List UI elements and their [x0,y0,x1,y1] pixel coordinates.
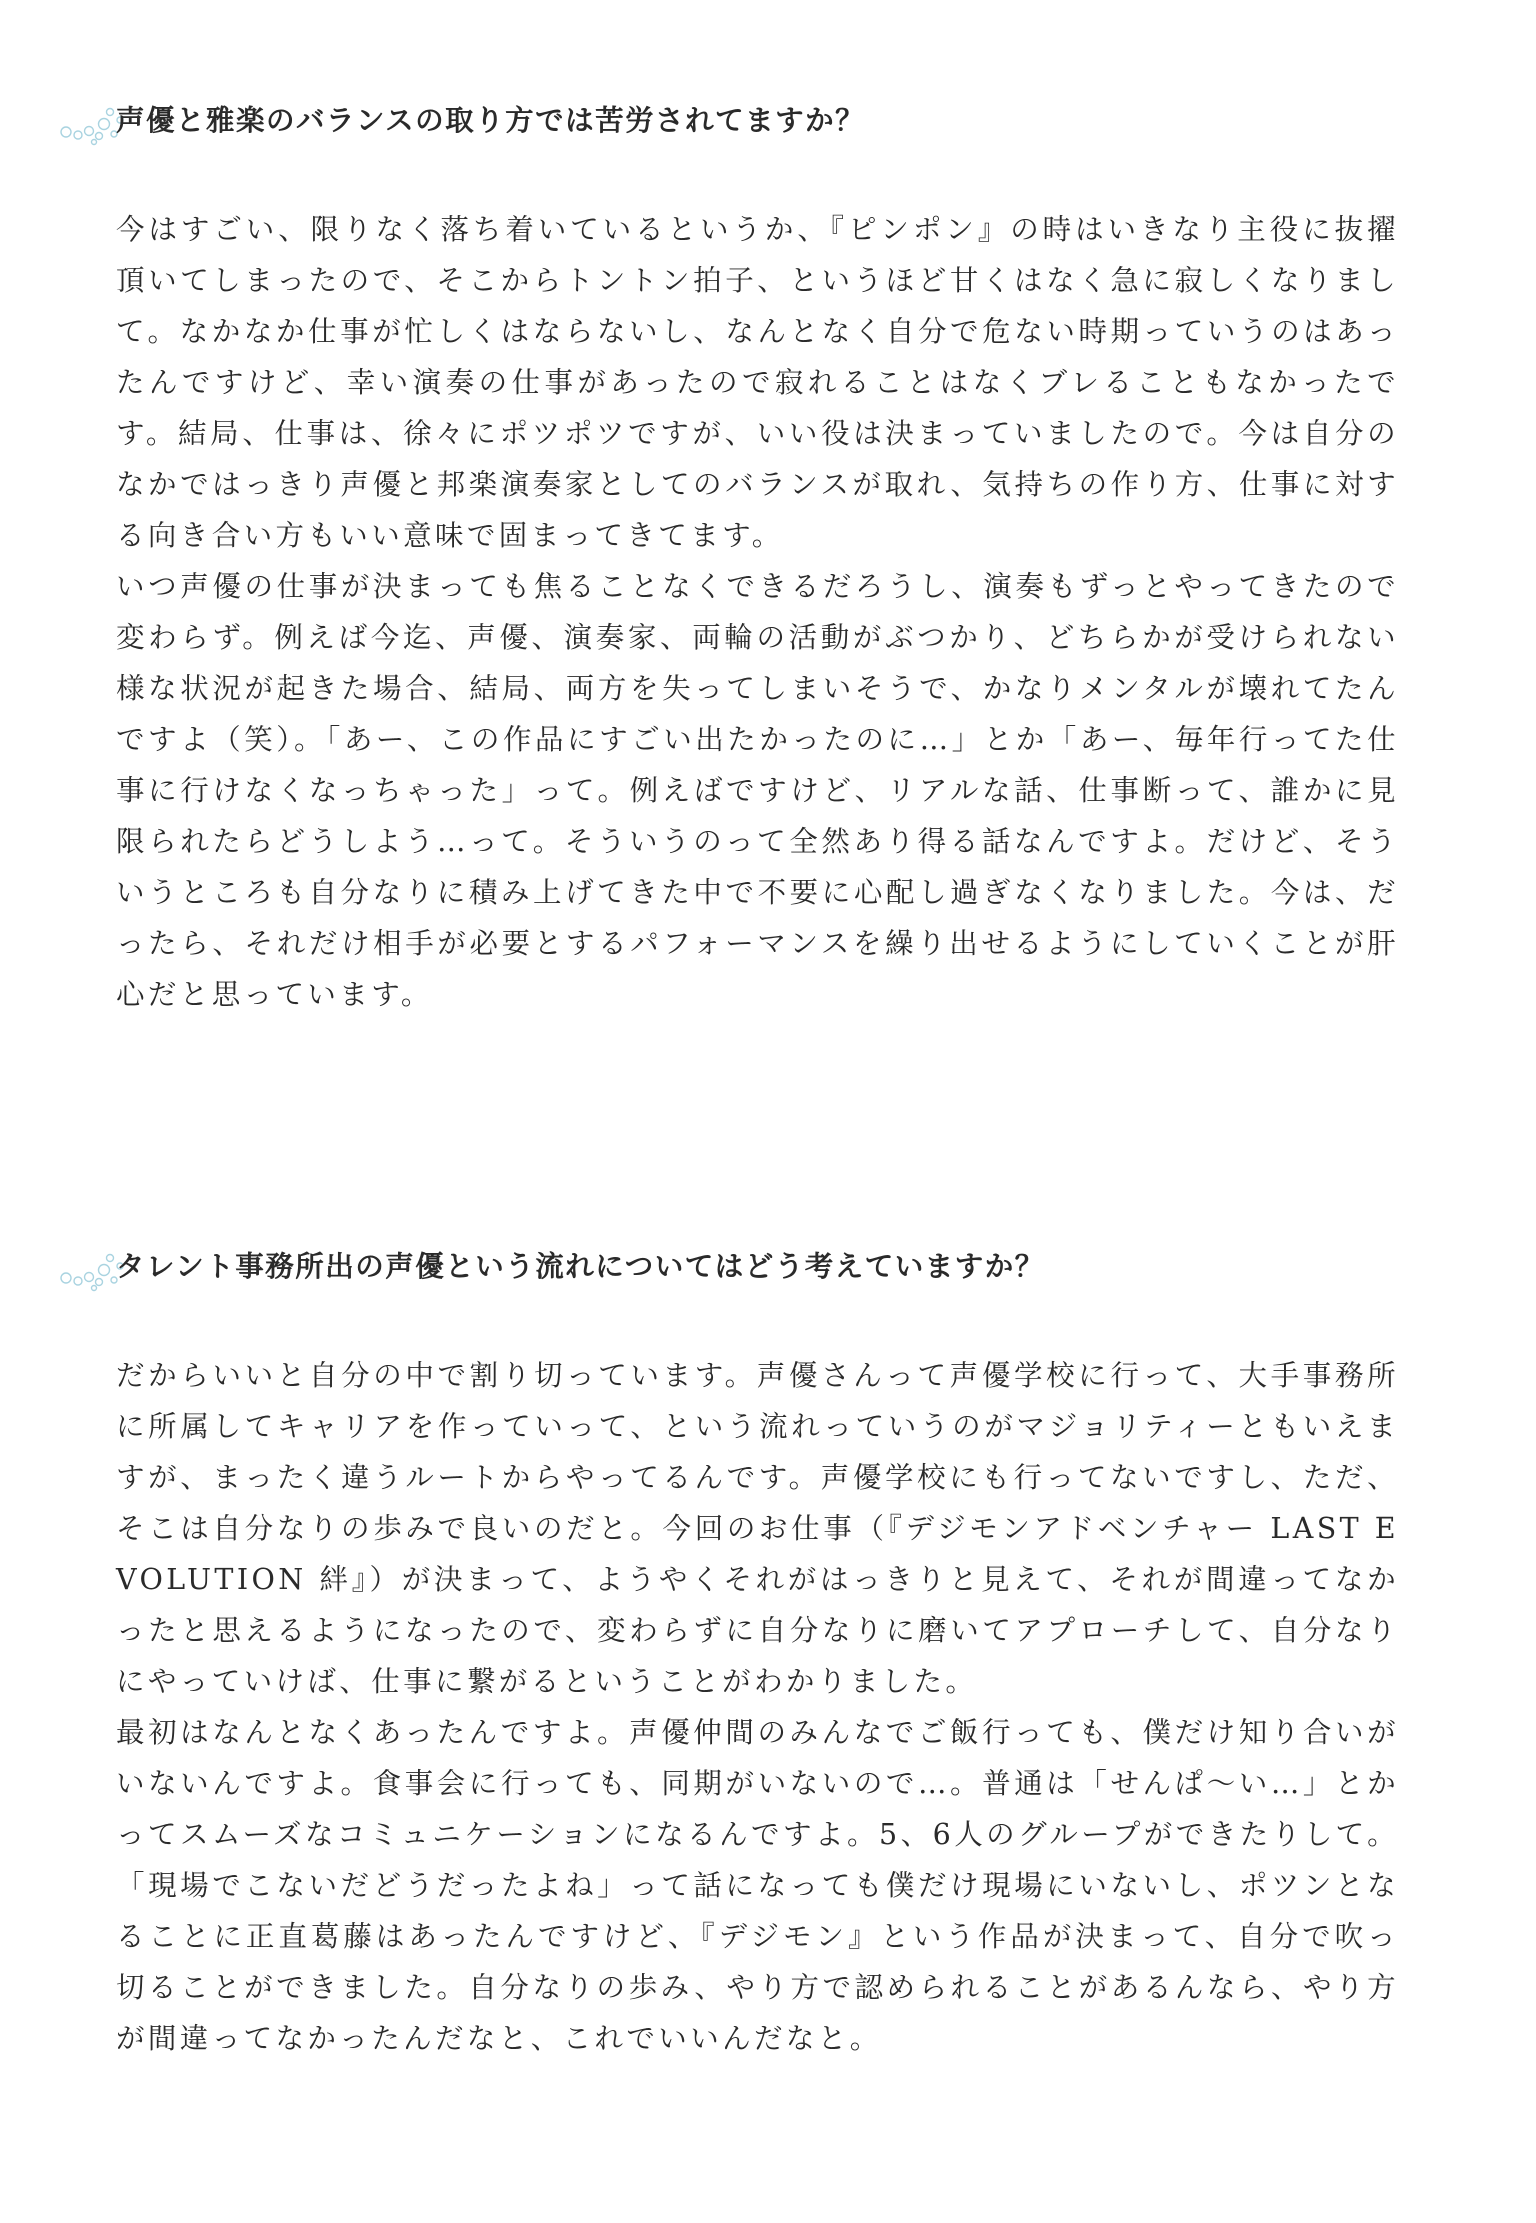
answer-body [116,204,1399,1020]
answer-paragraph: 今はすごい、限りなく落ち着いているというか、『ピンポン』の時はいきなり主役に抜擢頂いてしまったので、そこからトントン拍子、というほど甘くはなく急に寂しくなりまして。なかなか仕事が忙しくはならないし、なんとなく自分で危ない時期っていうのはあったんですけど、幸い演奏の仕事があったので寂れることはなくブレることもなかったです。結局、仕事は、徐々にポツポツですが、いい役は決まっていましたので。今は自分のなかではっきり声優と邦楽演奏家としてのバランスが取れ、気持ちの作り方、仕事に対する向き合い方もいい意味で固まってきてます。 [116,213,1399,552]
interview-section-2 [0,1238,1536,2055]
question-heading: 声優と雅楽のバランスの取り方では苦労されてますか？ [116,103,866,137]
answer-body [116,1350,1399,2064]
question-heading-row [0,92,1536,152]
interview-section-1 [0,92,1536,1011]
question-heading-row [0,1238,1536,1298]
answer-paragraph: いつ声優の仕事が決まっても焦ることなくできるだろうし、演奏もずっとやってきたので変わらず。例えば今迄、声優、演奏家、両輪の活動がぶつかり、どちらかが受けられない様な状況が起きた場合、結局、両方を失ってしまいそうで、かなりメンタルが壊れてたんですよ（笑）。「あー、この作品にすごい出たかったのに…」とか「あー、毎年行ってた仕事に行けなくなっちゃった」って。例えばですけど、リアルな話、仕事断って、誰かに見限られたらどうしよう…って。そういうのって全然あり得る話なんですよ。だけど、そういうところも自分なりに積み上げてきた中で不要に心配し過ぎなくなりました。今は、だったら、それだけ相手が必要とするパフォーマンスを繰り出せるようにしていくことが肝心だと思っています。 [116,570,1399,1011]
question-heading: タレント事務所出の声優という流れについてはどう考えていますか？ [116,1249,1045,1283]
answer-paragraph: だからいいと自分の中で割り切っています。声優さんって声優学校に行って、大手事務所に所属してキャリアを作っていって、という流れっていうのがマジョリティーともいえますが、まったく違うルートからやってるんです。声優学校にも行ってないですし、ただ、そこは自分なりの歩みで良いのだと。今回のお仕事（『デジモンアドベンチャー LAST EVOLUTION 絆』）が決まって、ようやくそれがはっきりと見えて、それが間違ってなかったと思えるようになったので、変わらずに自分なりに磨いてアプローチして、自分なりにやっていけば、仕事に繋がるということがわかりました。 [116,1359,1399,1698]
answer-paragraph: 最初はなんとなくあったんですよ。声優仲間のみんなでご飯行っても、僕だけ知り合いがいないんですよ。食事会に行っても、同期がいないので…。普通は「せんぱ～い…」とかってスムーズなコミュニケーションになるんですよ。5、6人のグループができたりして。「現場でこないだどうだったよね」って話になっても僕だけ現場にいないし、ポツンとなることに正直葛藤はあったんですけど、『デジモン』という作品が決まって、自分で吹っ切ることができました。自分なりの歩み、やり方で認められることがあるんなら、やり方が間違ってなかったんだなと、これでいいんだなと。 [116,1716,1399,2055]
